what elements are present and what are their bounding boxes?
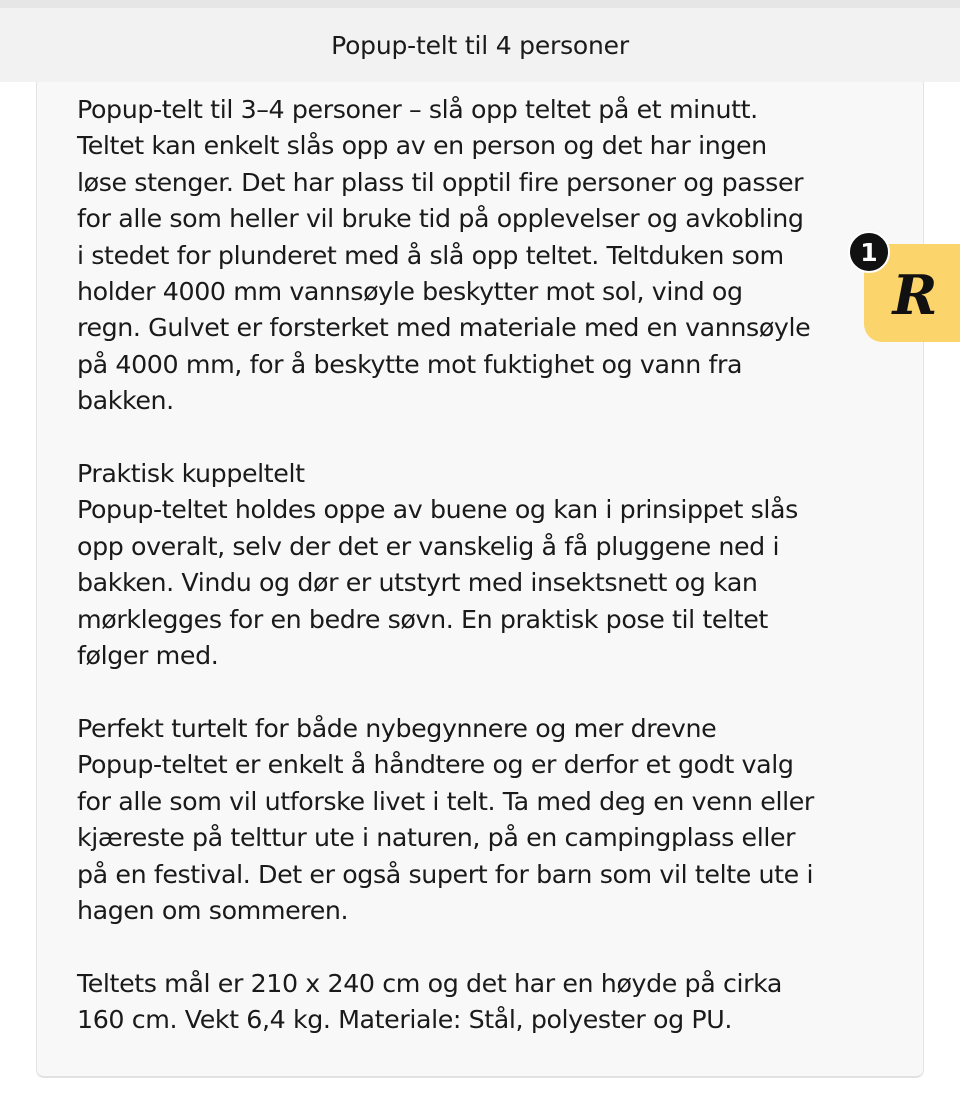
paragraph-dimensions: Teltets mål er 210 x 240 cm og det har en høyde på cirka 160 cm. Vekt 6,4 kg. Materiale: Stål, polyester og PU. (77, 968, 782, 1035)
paragraph-intro: Popup-telt til 3–4 personer – slå opp teltet på et minutt. Teltet kan enkelt slås opp av en person og det har ingen løse stenger. Det har plass til opptil fire personer og passer for alle som heller vil bruke tid på opplevelser og avkobling i stedet for plunderet med å slå opp teltet. Teltduken som holder 4000 mm vannsøyle beskytter mot sol, vind og regn. Gulvet er forsterket med materiale med en vannsøyle på 4000 mm, for å beskytte mot fuktighet og vann fra bakken. (77, 95, 811, 416)
r-logo-icon: R (892, 263, 938, 327)
notification-count-badge: 1 (848, 231, 890, 273)
page-header (0, 8, 960, 82)
description-card (36, 82, 924, 1078)
top-strip (0, 0, 960, 8)
paragraph-hiking-tent: Perfekt turtelt for både nybegynnere og mer drevne Popup-teltet er enkelt å håndtere og er derfor et godt valg for alle som vil utforske livet i telt. Ta med deg en venn eller kjæreste på telttur ute i naturen, på en campingplass eller på en festival. Det er også supert for barn som vil telte ute i hagen om sommeren. (77, 713, 814, 925)
description-text (77, 92, 877, 1039)
page-title: Popup-telt til 4 personer (331, 30, 629, 60)
paragraph-dome-tent: Praktisk kuppeltelt Popup-teltet holdes oppe av buene og kan i prinsippet slås opp overalt, selv der det er vanskelig å få pluggene ned i bakken. Vindu og dør er utstyrt med insektsnett og kan mørklegges for en bedre søvn. En praktisk pose til teltet følger med. (77, 459, 798, 671)
